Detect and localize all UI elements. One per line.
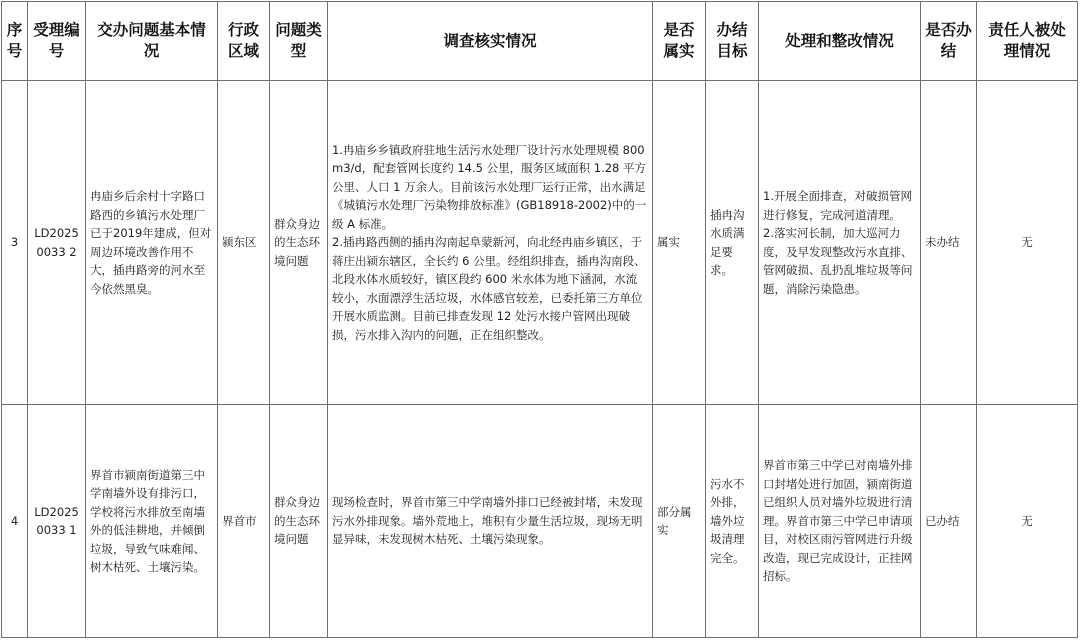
cell-region: 颍东区 xyxy=(218,81,270,405)
cell-goal: 插冉沟水质满足要求。 xyxy=(706,81,759,405)
header-problem: 交办问题基本情况 xyxy=(86,2,218,81)
cell-punish: 无 xyxy=(977,81,1078,405)
cell-done: 未办结 xyxy=(921,81,977,405)
cell-rectify: 1.开展全面排查，对破损管网进行修复，完成河道清理。 2.落实河长制，加大巡河力度，及早发现整改污水直排、管网破损、乱扔乱堆垃圾等问题，消除污染隐患。 xyxy=(759,81,921,405)
header-true: 是否属实 xyxy=(653,2,706,81)
case-table xyxy=(1,1,1078,638)
cell-seq: 3 xyxy=(2,81,28,405)
table-row xyxy=(2,81,1078,405)
header-goal: 办结目标 xyxy=(706,2,759,81)
cell-id: LD20250033 1 xyxy=(28,405,86,638)
cell-problem: 界首市颍南街道第三中学南墙外设有排污口，学校将污水排放至南墙外的低洼耕地，并倾倒垃圾，导致气味难闻、树木枯死、土壤污染。 xyxy=(86,405,218,638)
cell-true: 属实 xyxy=(653,81,706,405)
cell-done: 已办结 xyxy=(921,405,977,638)
header-seq: 序号 xyxy=(2,2,28,81)
header-region: 行政区域 xyxy=(218,2,270,81)
cell-punish: 无 xyxy=(977,405,1078,638)
header-investigation: 调查核实情况 xyxy=(328,2,653,81)
cell-goal: 污水不外排，墙外垃圾清理完全。 xyxy=(706,405,759,638)
table-header-row xyxy=(2,2,1078,81)
header-done: 是否办结 xyxy=(921,2,977,81)
cell-region: 界首市 xyxy=(218,405,270,638)
cell-type: 群众身边的生态环境问题 xyxy=(270,405,328,638)
cell-investigation: 1.冉庙乡乡镇政府驻地生活污水处理厂设计污水处理规模 800m3/d，配套管网长度约 14.5 公里，服务区域面积 1.28 平方公里、人口 1 万余人。目前该污水处理厂运行正常，出水满足《城镇污水处理厂污染物排放标准》(GB18918-2002)中的一级 A 标准。 2.插冉路西侧的插冉沟南起阜蒙新河，向北经冉庙乡镇区，于蒋庄出颍东辖区，全长约 6 公里。经组织排查，插冉沟南段、北段水体水质较好，镇区段约 600 米水体为地下涵洞，水流较小，水面漂浮生活垃圾，水体感官较差，已委托第三方单位开展水质监测。目前已排查发现 12 处污水接户管网出现破损，污水排入沟内的问题，正在组织整改。 xyxy=(328,81,653,405)
cell-id: LD20250033 2 xyxy=(28,81,86,405)
cell-type: 群众身边的生态环境问题 xyxy=(270,81,328,405)
cell-seq: 4 xyxy=(2,405,28,638)
header-punish: 责任人被处理情况 xyxy=(977,2,1078,81)
cell-rectify: 界首市第三中学已对南墙外排口封堵处进行加固，颍南街道已组织人员对墙外垃圾进行清理。界首市第三中学已申请项目，对校区雨污管网进行升级改造，现已完成设计，正挂网招标。 xyxy=(759,405,921,638)
cell-true: 部分属实 xyxy=(653,405,706,638)
cell-problem: 冉庙乡后余村十字路口路西的乡镇污水处理厂已于2019年建成，但对周边环境改善作用不大，插冉路旁的河水至今依然黑臭。 xyxy=(86,81,218,405)
header-id: 受理编号 xyxy=(28,2,86,81)
case-table-container xyxy=(1,1,1079,639)
header-rectify: 处理和整改情况 xyxy=(759,2,921,81)
table-row xyxy=(2,405,1078,638)
cell-investigation: 现场检查时，界首市第三中学南墙外排口已经被封堵，未发现污水外排现象。墙外荒地上，堆积有少量生活垃圾，现场无明显异味，未发现树木枯死、土壤污染现象。 xyxy=(328,405,653,638)
header-type: 问题类型 xyxy=(270,2,328,81)
